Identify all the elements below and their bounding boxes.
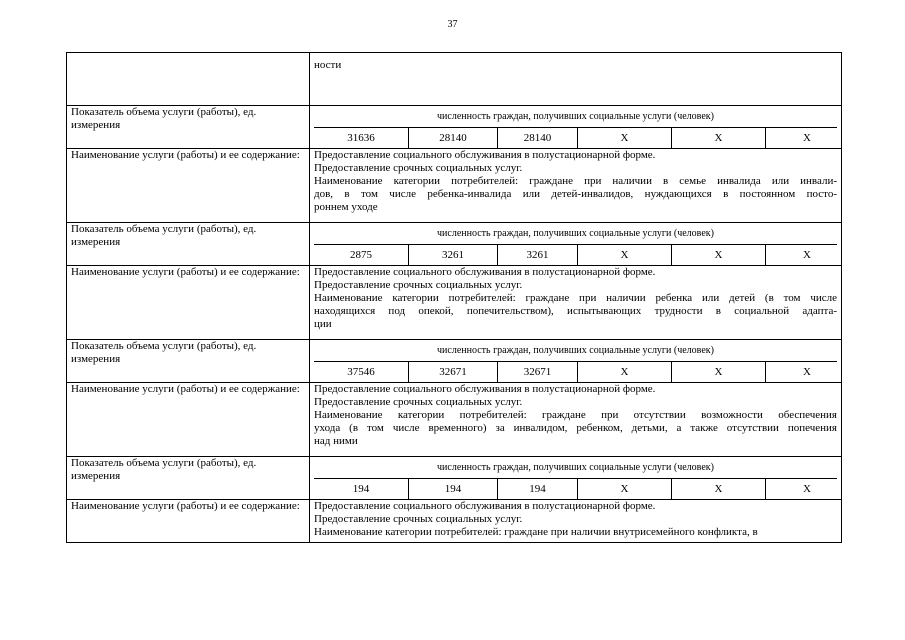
service-row	[67, 266, 842, 340]
unit-label: Показатель объема услуги (работы), ед. измерения	[67, 106, 310, 149]
value-cell: 32671	[497, 362, 577, 382]
description-line: дов, в том числе ребенка-инвалида или детей-инвалидов, нуждающихся в постоянном посто-	[314, 188, 837, 200]
description-line: Наименование категории потребителей: граждане при наличии ребенка или детей (в том числе	[314, 292, 837, 304]
unit-label: Показатель объема услуги (работы), ед. измерения	[67, 340, 310, 383]
description-line: ции	[314, 318, 332, 330]
value-cell: Х	[671, 362, 765, 382]
services-table	[66, 52, 842, 543]
description-line: Предоставление социального обслуживания в полустационарной форме.	[314, 149, 656, 161]
value-cell: Х	[671, 128, 765, 148]
value-cell: 31636	[347, 132, 375, 144]
value-row	[314, 479, 837, 499]
value-cell: Х	[765, 362, 842, 382]
value-cell: 28140	[408, 128, 497, 148]
unit-cell	[310, 457, 842, 500]
unit-title: численность граждан, получивших социальные услуги (человек)	[314, 457, 837, 479]
unit-cell	[310, 223, 842, 266]
value-cell: 3261	[497, 245, 577, 265]
service-row	[67, 149, 842, 223]
value-row	[314, 128, 837, 148]
value-cell: Х	[577, 245, 671, 265]
value-cell: Х	[671, 245, 765, 265]
unit-title: численность граждан, получивших социальные услуги (человек)	[314, 223, 837, 245]
description-line: Предоставление срочных социальных услуг.	[314, 162, 523, 174]
description-line: находящихся под опекой, попечительством), испытывающих трудности в социальной адапта-	[314, 305, 837, 317]
table-row	[67, 53, 842, 106]
unit-row	[67, 106, 842, 149]
unit-cell	[310, 340, 842, 383]
service-description	[310, 149, 842, 223]
unit-row	[67, 223, 842, 266]
value-cell: 32671	[408, 362, 497, 382]
unit-title: численность граждан, получивших социальные услуги (человек)	[314, 106, 837, 128]
description-line: Предоставление срочных социальных услуг.	[314, 396, 523, 408]
service-label: Наименование услуги (работы) и ее содержание:	[67, 266, 310, 340]
value-row	[314, 245, 837, 265]
value-cell: 3261	[408, 245, 497, 265]
unit-cell	[310, 106, 842, 149]
value-cell: Х	[577, 479, 671, 499]
value-cell: 37546	[347, 366, 375, 378]
description-line: Предоставление срочных социальных услуг.	[314, 279, 523, 291]
description-line: Предоставление социального обслуживания в полустационарной форме.	[314, 266, 656, 278]
value-cell: 194	[408, 479, 497, 499]
unit-title: численность граждан, получивших социальные услуги (человек)	[314, 340, 837, 362]
service-label: Наименование услуги (работы) и ее содержание:	[67, 149, 310, 223]
right-cell: ности	[310, 53, 842, 106]
description-line: Предоставление социального обслуживания в полустационарной форме.	[314, 383, 656, 395]
value-cell: 194	[497, 479, 577, 499]
description-line: роннем уходе	[314, 201, 378, 213]
value-cell: Х	[671, 479, 765, 499]
service-row	[67, 383, 842, 457]
description-line: Предоставление социального обслуживания в полустационарной форме.	[314, 500, 656, 512]
value-cell: 28140	[497, 128, 577, 148]
description-line: Наименование категории потребителей: граждане при отсутствии возможности обеспечения	[314, 409, 837, 421]
description-line: Наименование категории потребителей: граждане при наличии в семье инвалида или инвали-	[314, 175, 837, 187]
value-cell: 194	[352, 483, 370, 495]
unit-label: Показатель объема услуги (работы), ед. измерения	[67, 457, 310, 500]
page-number: 37	[447, 19, 458, 30]
service-description	[310, 500, 842, 543]
value-cell: Х	[577, 128, 671, 148]
description-line: над ними	[314, 435, 358, 447]
value-cell: Х	[765, 245, 842, 265]
unit-row	[67, 340, 842, 383]
service-label: Наименование услуги (работы) и ее содержание:	[67, 500, 310, 543]
service-label: Наименование услуги (работы) и ее содержание:	[67, 383, 310, 457]
service-description	[310, 266, 842, 340]
description-line: ухода (в том числе временного) за инвалидом, ребенком, детьми, а также отсутствии попечения	[314, 422, 837, 434]
unit-label: Показатель объема услуги (работы), ед. измерения	[67, 223, 310, 266]
value-cell: Х	[765, 128, 842, 148]
value-cell: 2875	[350, 249, 372, 261]
value-row	[314, 362, 837, 382]
description-line: Предоставление срочных социальных услуг.	[314, 513, 523, 525]
unit-row	[67, 457, 842, 500]
left-cell	[67, 53, 310, 106]
service-description	[310, 383, 842, 457]
value-cell: Х	[765, 479, 842, 499]
description-line: Наименование категории потребителей: граждане при наличии внутрисемейного конфликта, в	[314, 526, 758, 538]
value-cell: Х	[577, 362, 671, 382]
service-row	[67, 500, 842, 543]
